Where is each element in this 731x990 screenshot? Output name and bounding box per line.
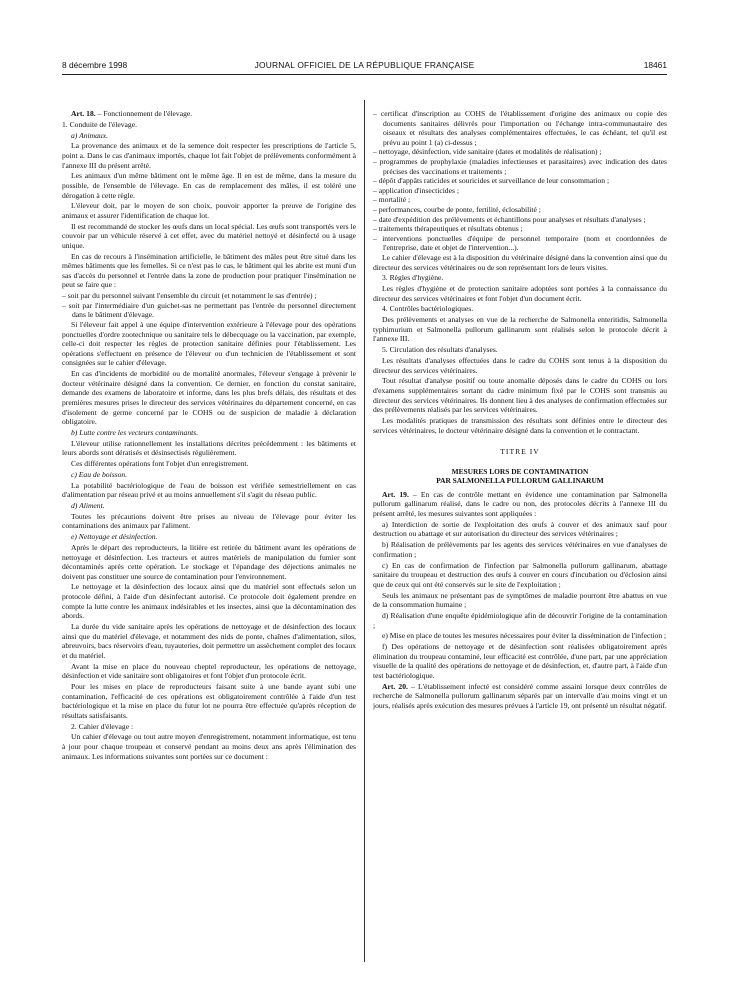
- paragraph: [62, 532, 356, 542]
- paragraph: [62, 512, 356, 531]
- list-item: [373, 234, 667, 253]
- paragraph-text: 1. Conduite de l'élevage.: [62, 119, 137, 129]
- paragraph-text: Toutes les précautions doivent être prises au niveau de l'élevage pour éviter les contaminations des animaux par l'aliment.: [62, 511, 356, 531]
- paragraph: [373, 611, 667, 630]
- paragraph-text: MESURES LORS DE CONTAMINATION: [451, 466, 589, 476]
- paragraph-text: – nettoyage, désinfection, vide sanitaire (dates et modalités de réalisation) ;: [373, 147, 602, 157]
- list-item: [373, 224, 667, 234]
- paragraph-text: – Fonctionnement de l'élevage.: [95, 109, 193, 118]
- paragraph: [62, 459, 356, 469]
- paragraph: [373, 642, 667, 680]
- paragraph: [62, 481, 356, 500]
- paragraph-text: L'éleveur doit, par le moyen de son choix, pouvoir apporter la preuve de l'origine des animaux et assurer l'identification de chaque lot.: [62, 201, 356, 220]
- paragraph: [62, 120, 356, 130]
- list-item: [373, 100, 667, 147]
- paragraph-text: PAR SALMONELLA PULLORUM GALLINARUM: [436, 476, 604, 486]
- list-item: [373, 157, 667, 176]
- paragraph-text: En cas d'incidents de morbidité ou de mortalité anormales, l'éleveur s'engage à prévenir le docteur vétérinaire désigné dans la convention. Ce dernier, en fonction du constat sanitaire, demande des examens de laboratoire et informe, dans les plus brefs délais, des résultats et des premières mesures prises le directeur des services vétérinaires du département concerné, en cas d'isolement de germe concerné par le COHS ou de suspicion de maladie à déclaration obligatoire.: [62, 369, 356, 427]
- paragraph: [62, 131, 356, 141]
- subheading: b) Lutte contre les vecteurs contaminants.: [71, 427, 199, 437]
- paragraph: [373, 273, 667, 283]
- paragraph-text: d) Réalisation d'une enquête épidémiologique afin de découvrir l'origine de la contamination ;: [373, 610, 667, 630]
- list-item: [373, 186, 667, 196]
- article-paragraph: [373, 682, 667, 711]
- paragraph: [62, 501, 356, 511]
- paragraph: [373, 520, 667, 539]
- paragraph: [62, 470, 356, 480]
- paragraph: [373, 416, 667, 435]
- paragraph: [62, 543, 356, 581]
- article-paragraph: [373, 490, 667, 519]
- article-paragraph: [62, 100, 356, 119]
- paragraph-text: Un cahier d'élevage ou tout autre moyen d'enregistrement, notamment informatique, est tenu à jour pour chaque troupeau et conservé pendant au moins deux ans après l'élimination des animaux. Les informations suivantes sont portées sur ce document :: [62, 732, 356, 761]
- paragraph-text: – application d'insecticides ;: [373, 185, 459, 195]
- paragraph-text: Tout résultat d'analyse positif ou toute anomalie déposés dans le cadre du COHS ou lors d'examens supplémentaires sortant du cadre minimum fixé par le COHS sont transmis au directeur des services vétérinaires. Ils donnent lieu à des analyses de confirmation effectuées sur des prélèvements réalisés par les services vétérinaires.: [373, 376, 667, 415]
- article-number: Art. 19.: [382, 489, 409, 499]
- paragraph-text: Il est recommandé de stocker les œufs dans un local spécial. Les œufs sont transportés vers le couvoir par un véhicule réservé à cet effet, avec du matériel nettoyé et désinfecté ou à usage unique.: [62, 221, 356, 250]
- paragraph-text: f) Des opérations de nettoyage et de désinfection sont réalisées obligatoirement après élimination du troupeau contaminé, leur efficacité est contrôlée, d'une part, par une appréciation visuelle de la qualité des opérations de nettoyage et de désinfection, et, d'autre part, à l'aide d'un test bactériologique.: [373, 642, 667, 680]
- left-column: [62, 100, 356, 962]
- paragraph: [62, 252, 356, 290]
- paragraph-text: 3. Règles d'hygiène.: [382, 273, 444, 283]
- paragraph-text: a) Interdiction de sortie de l'exploitation des œufs à couver et des animaux sauf pour destruction ou abattage et sur autorisation du directeur des services vétérinaires ;: [373, 519, 667, 539]
- paragraph: [373, 376, 667, 414]
- paragraph-text: L'éleveur utilise rationnellement les installations décrites précédemment : les bâtiments et leurs abords sont dératisés et désinsectisés régulièrement.: [62, 438, 356, 458]
- paragraph-text: Le nettoyage et la désinfection des locaux ainsi que du matériel sont effectués selon un protocole défini, à l'aide d'un désinfectant autorisé. Ce protocole doit également prendre en compte la lutte contre les animaux indésirables et les insectes, ainsi que la décontamination des abords.: [62, 582, 356, 621]
- paragraph-text: – performances, courbe de ponte, fertilité, éclosabilité ;: [373, 204, 541, 214]
- paragraph-text: 5. Circulation des résultats d'analyses.: [382, 345, 498, 355]
- paragraph-text: La provenance des animaux et de la semence doit respecter les prescriptions de l'article 5, point a. Dans le cas d'animaux importés, chaque lot fait l'objet de prélèvements conformément à l'annexe III du présent arrêté.: [62, 141, 356, 170]
- list-item: [373, 215, 667, 225]
- paragraph: [62, 141, 356, 170]
- list-item: [373, 176, 667, 186]
- paragraph: [373, 356, 667, 375]
- paragraph-text: c) En cas de confirmation de l'infection par Salmonella pullorum gallinarum, abattage sanitaire du troupeau et destruction des œufs à couver en cours d'incubation ou d'éclosion ainsi que de ceux qui ont été conservés sur le site de l'exploitation ;: [373, 560, 667, 589]
- page-number: 18461: [643, 60, 667, 70]
- paragraph: [373, 561, 667, 590]
- paragraph-text: – En cas de contrôle mettant en évidence une contamination par Salmonella pullorum gallinarum réalisé, dans le cadre ou non, des protocoles décrits à l'annexe III du présent arrêté, les mesures suivantes sont appliquées :: [373, 489, 667, 519]
- subheading: c) Eau de boisson.: [71, 469, 128, 479]
- issue-date: 8 décembre 1998: [62, 60, 128, 70]
- section-subtitle: [373, 467, 667, 477]
- paragraph: [373, 315, 667, 344]
- paragraph-text: Seuls les animaux ne présentant pas de symptômes de maladie pourront être abattus en vue de la consommation humaine ;: [373, 590, 667, 610]
- paragraph-text: Pour les mises en place de reproducteurs faisant suite à une bande ayant subi une contamination, l'efficacité de ces opérations est obligatoirement contrôlée à l'aide d'un test bactériologique et la mise en place du futur lot ne pourra être effectuée qu'après réception de résultats satisfaisants.: [62, 681, 356, 720]
- paragraph: [373, 631, 667, 641]
- paragraph: [62, 662, 356, 681]
- paragraph: [373, 253, 667, 272]
- list-item: [62, 291, 356, 301]
- paragraph-text: Le cahier d'élevage est à la disposition du vétérinaire désigné dans la convention ainsi que du directeur des services vétérinaires ou de son représentant lors de leurs visites.: [373, 252, 667, 272]
- paragraph: [373, 304, 667, 314]
- list-item: [62, 301, 356, 320]
- paragraph: [62, 201, 356, 220]
- right-column: [373, 100, 667, 962]
- paragraph: [373, 540, 667, 559]
- list-item: [373, 147, 667, 157]
- paragraph: [62, 171, 356, 200]
- paragraph-text: En cas de recours à l'insémination artificielle, le bâtiment des mâles peut être situé dans les mêmes bâtiments que les femelles. Si ce n'est pas le cas, le bâtiment qui les abrite est muni d'un sas d'accès du personnel et l'entrée dans la zone de production pour pratiquer l'insémination ne peut se faire que :: [62, 251, 356, 290]
- paragraph-text: 4. Contrôles bactériologiques.: [382, 304, 474, 314]
- list-item: [373, 195, 667, 205]
- paragraph: [62, 428, 356, 438]
- paragraph-text: – programmes de prophylaxie (maladies infectieuses et parasitaires) avec indication des dates précises des vaccinations et traitements ;: [373, 156, 667, 176]
- paragraph-text: – certificat d'inscription au COHS de l'établissement d'origine des animaux ou copie des documents sanitaires délivrés pour l'importation ou l'échange intra-communautaire des oiseaux et résultats des analyses complémentaires effectuées, le cas échéant, tel qu'il est prévu au point 1 (a) ci-dessus ;: [373, 109, 667, 147]
- section-subtitle: [373, 476, 667, 486]
- article-number: Art. 18.: [71, 109, 96, 118]
- subheading: e) Nettoyage et désinfection.: [71, 532, 158, 542]
- paragraph: [62, 682, 356, 720]
- paragraph: [373, 284, 667, 303]
- journal-title: JOURNAL OFFICIEL DE LA RÉPUBLIQUE FRANÇAISE: [254, 60, 475, 70]
- paragraph-text: Avant la mise en place du nouveau cheptel reproducteur, les opérations de nettoyage, désinfection et vide sanitaire sont obligatoires et font l'objet d'un protocole écrit.: [62, 661, 356, 681]
- paragraph-text: Ces différentes opérations font l'objet d'un enregistrement.: [71, 459, 249, 469]
- subheading: a) Animaux.: [71, 130, 108, 140]
- running-header: [62, 60, 667, 74]
- paragraph: [62, 722, 356, 732]
- paragraph-text: Si l'éleveur fait appel à une équipe d'intervention extérieure à l'élevage pour des opérations ponctuelles d'ordre zootechnique ou sanitaire tels le débecquage ou la vaccination, par exemple, celle-ci doit respecter les règles de protection sanitaire définies pour l'établissement. Les opérations s'effectuent en présence de l'éleveur ou d'un technicien de l'établissement et sont consignées sur le cahier d'élevage.: [62, 319, 356, 368]
- subheading: d) Aliment.: [71, 500, 105, 510]
- paragraph-text: Les résultats d'analyses effectuées dans le cadre du COHS sont tenus à la disposition du directeur des services vétérinaires.: [373, 355, 667, 375]
- paragraph-text: – soit par l'intermédiaire d'un guichet-sas ne permettant pas l'entrée du personnel directement dans le bâtiment d'élevage.: [62, 300, 356, 320]
- paragraph-text: b) Réalisation de prélèvements par les agents des services vétérinaires en vue d'analyses de confirmation ;: [373, 540, 667, 559]
- paragraph-text: – dépôt d'appâts raticides et souricides et surveillance de leur consommation ;: [373, 176, 610, 186]
- paragraph-text: 2. Cahier d'élevage :: [71, 721, 134, 731]
- section-title: [373, 447, 667, 457]
- column-divider: [364, 100, 365, 962]
- paragraph-text: Les modalités pratiques de transmission des résultats sont définies entre le directeur des services vétérinaires, le docteur vétérinaire désigné dans la convention et le contractant.: [373, 415, 667, 435]
- paragraph: [373, 345, 667, 355]
- paragraph: [373, 591, 667, 610]
- paragraph: [62, 439, 356, 458]
- list-item: [373, 205, 667, 215]
- paragraph: [62, 320, 356, 368]
- paragraph-text: – date d'expédition des prélèvements et échantillons pour analyses et résultats d'analyses ;: [373, 214, 646, 224]
- paragraph: [62, 369, 356, 427]
- paragraph-text: La potabilité bactériologique de l'eau de boisson est vérifiée semestriellement en cas d'alimentation par réseau privé et au moins annuellement s'il s'agit du réseau public.: [62, 480, 356, 500]
- paragraph-text: Les règles d'hygiène et de protection sanitaire adoptées sont portées à la connaissance du directeur des services vétérinaires et font l'objet d'un document écrit.: [373, 284, 667, 303]
- paragraph-text: – soit par du personnel suivant l'ensemble du circuit (et notamment le sas d'entrée) ;: [62, 291, 317, 301]
- article-number: Art. 20.: [382, 681, 408, 691]
- paragraph-text: TITRE IV: [500, 447, 540, 457]
- paragraph: [62, 582, 356, 620]
- paragraph-text: – L'établissement infecté est considéré comme assaini lorsque deux contrôles de recherche de Salmonella pullorum gallinarum séparés par un intervalle d'au moins vingt et un jours, réalisés après exécution des mesures prévues à l'article 19, ont présenté un résultat négatif.: [373, 681, 667, 710]
- paragraph: [62, 222, 356, 251]
- paragraph-text: Les animaux d'un même bâtiment ont le même âge. Il en est de même, dans la mesure du possible, de l'ensemble de l'élevage. En cas de remplacement des mâles, il est toléré une dérogation à cette règle.: [62, 171, 356, 200]
- paragraph-text: Des prélèvements et analyses en vue de la recherche de Salmonella enteritidis, Salmonella typhimurium et Salmonella pullorum gallinarum sont réalisés selon le protocole décrit à l'annexe III.: [373, 315, 667, 344]
- paragraph-text: La durée du vide sanitaire après les opérations de nettoyage et de désinfection des locaux ainsi que du matériel d'élevage, et notamment des nids de ponte, chaînes d'alimentation, silos, abreuvoirs, bacs réservoirs d'eau, tuyauteries, doit permettre un assèchement complet des locaux et du matériel.: [62, 622, 356, 660]
- paragraph-text: – mortalité ;: [373, 195, 411, 205]
- paragraph-text: – traitements thérapeutiques et résultats obtenus ;: [373, 224, 523, 234]
- paragraph-text: Après le départ des reproducteurs, la litière est retirée du bâtiment avant les opérations de nettoyage et désinfection. Les tracteurs et autres matériels de manipulation du fumier sont décontaminés après cette opération. Le stockage et l'épandage des déjections animales ne doivent pas constituer une source de contamination pour l'environnement.: [62, 542, 356, 581]
- paragraph-text: – interventions ponctuelles d'équipe de personnel temporaire (nom et coordonnées de l'entreprise, date et objet de l'intervention...).: [373, 233, 667, 253]
- paragraph: [62, 622, 356, 660]
- paragraph: [62, 732, 356, 761]
- header-rule: [62, 74, 667, 75]
- paragraph-text: e) Mise en place de toutes les mesures nécessaires pour éviter la dissémination de l'infection ;: [382, 631, 667, 641]
